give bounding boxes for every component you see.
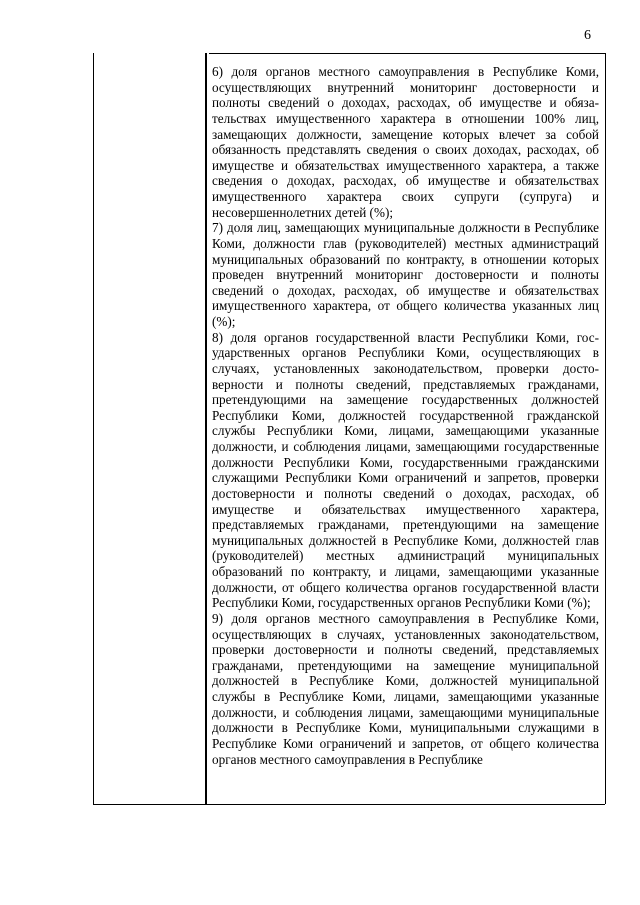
indicator-table xyxy=(93,53,605,805)
table-left-column xyxy=(94,53,206,804)
page-number: 6 xyxy=(584,28,591,43)
indicator-item-7: 7) доля лиц, замещающих муниципальные должности в Республике Коми, должности глав (руководителей) местных администраций муниципальных образований по контракту, в отношении которых проведен внутренний мониторинг достоверности и полноты сведений о доходах, расходах, об имуществе и обязательствах имущественного характера, от общего количества указанных лиц (%); xyxy=(212,220,599,329)
indicator-item-9: 9) доля органов местного самоуправления в Республике Коми, осуществляющих в случаях, установленных законодательством, проверки достоверности и полноты сведений, представляемых гражданами, претендующими на замещение муниципальной должностей в Республике Коми, должностей муниципальной службы в Республике Коми, лицами, замещающими указанные должности, и соблюдения лицами, замещающими муниципальные должности в Республике Коми, муниципальными служащими в Республике Коми ограничений и запретов, от общего количества органов местного самоуправления в Республике xyxy=(212,610,599,767)
indicator-list xyxy=(212,64,599,767)
indicator-item-6: 6) доля органов местного самоуправления в Республике Коми, осуществляющих внутренний мониторинг достоверности и полноты сведений о доходах, расходах, об имуществе и обязательствах имущественного характера в отношении 100% лиц, замещающих должности, замещение которых влечет за собой обязанность представлять сведения о своих доходах, расходах, об имуществе и обязательствах имущественного характера, а также сведения о доходах, расходах, об имуществе и обязательствах имущественного характера своих супруги (супруга) и несовершеннолетних детей (%); xyxy=(212,64,599,220)
indicator-item-8: 8) доля органов государственной власти Республики Коми, государственных органов Республики Коми, осуществляющих в случаях, установленных законодательством, проверки достоверности и полноты сведений, представляемых гражданами, претендующими на замещение государственных должностей Республики Коми, должностей государственной гражданской службы Республики Коми, лицами, замещающими указанные должности, и соблюдения лицами, замещающими государственные должности Республики Коми, государственными гражданскими служащими Республики Коми ограничений и запретов, проверки достоверности и полноты сведений о доходах, расходах, об имуществе и обязательствах имущественного характера, представляемых гражданами, претендующими на замещение муниципальных должностей в Республике Коми, должностей глав (руководителей) местных администраций муниципальных образований по контракту, и лицами, замещающими указанные должности, от общего количества органов государственной власти Республики Коми, государственных органов Республики Коми (%); xyxy=(212,329,599,611)
table-right-column xyxy=(206,53,606,804)
